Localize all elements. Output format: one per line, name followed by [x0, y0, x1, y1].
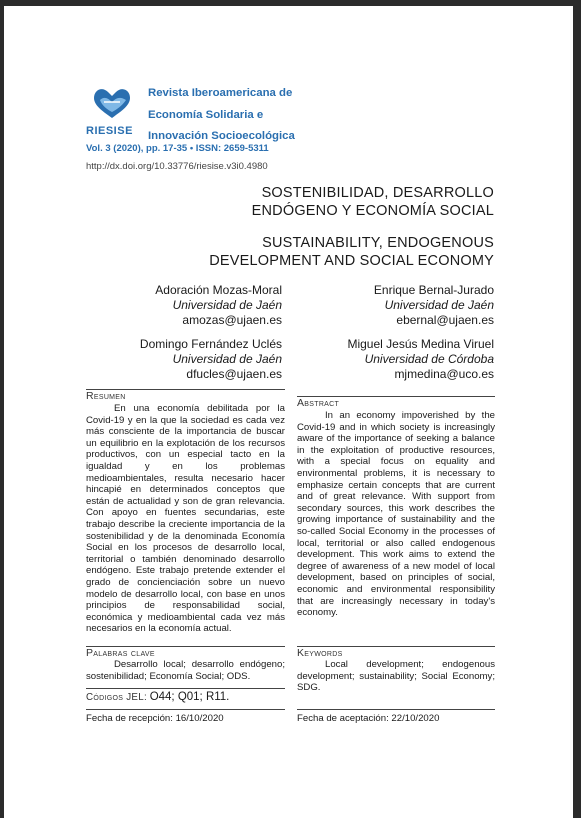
journal-name-line: Economía Solidaria e	[148, 108, 264, 121]
fecha-aceptacion: Fecha de aceptación: 22/10/2020	[297, 713, 440, 724]
abstract-heading: Abstract	[297, 397, 340, 409]
author-block	[347, 337, 494, 382]
author-affiliation: Universidad de Córdoba	[364, 352, 494, 366]
title-english-line: SUSTAINABILITY, ENDOGENOUS	[262, 235, 494, 251]
title-english-line: DEVELOPMENT AND SOCIAL ECONOMY	[209, 252, 494, 269]
author-block	[374, 283, 494, 328]
journal-logo-icon	[86, 84, 138, 120]
doi-link[interactable]: http://dx.doi.org/10.33776/riesise.v3i0.4980	[86, 161, 268, 172]
jel-label: Códigos JEL:	[86, 692, 148, 703]
author-affiliation: Universidad de Jaén	[172, 352, 282, 366]
journal-name-line: Revista Iberoamericana de	[148, 87, 293, 99]
page-frame-left	[0, 0, 4, 818]
resumen-heading: Resumen	[86, 390, 126, 402]
palabras-clave-text: Desarrollo local; desarrollo endógeno; sostenibilidad; Economía Social; ODS.	[86, 659, 285, 682]
title-spanish-line: ENDÓGENO Y ECONOMÍA SOCIAL	[251, 202, 494, 219]
author-name: Adoración Mozas-Moral	[155, 283, 282, 297]
recepcion-rule	[86, 709, 285, 710]
jel-rule	[86, 688, 285, 689]
volume-info: Vol. 3 (2020), pp. 17-35 • ISSN: 2659-5311	[86, 143, 269, 154]
journal-name	[148, 83, 295, 148]
author-affiliation: Universidad de Jaén	[384, 298, 494, 312]
resumen-text: En una economía debilitada por la Covid-19 y en la que la sociedad es cada vez más consciente de la importancia de buscar un equilibrio en la explotación de los recursos productivos, con un especial tacto en la igualdad y en los problemas medioambientales, resulta necesario hacer hincapié en determinados conceptos que están de actualidad y son de gran relevancia. Con apoyo en fuentes secundarias, este trabajo describe la creciente importancia de la sostenibilidad y de la denominada Economía Social en los procesos de desarrollo local, territorial o también denominado desarrollo endógeno. Este trabajo pretende extender el grado de concienciación sobre un nuevo modelo de desarrollo local, con base en unos principios de responsabilidad social, económica y medioambiental cada vez más necesarios en la economía actual.	[86, 403, 285, 635]
keywords-text: Local development; endogenous development; sustainability; Social Economy; SDG.	[297, 659, 495, 694]
page-frame-top	[0, 0, 581, 6]
page-frame-right	[573, 0, 581, 818]
aceptacion-rule	[297, 709, 495, 710]
keywords-heading: Keywords	[297, 647, 343, 659]
jel-codes	[86, 692, 229, 704]
author-name: Domingo Fernández Uclés	[139, 337, 282, 351]
author-name: Miguel Jesús Medina Viruel	[347, 337, 494, 351]
author-email[interactable]: dfucles@ujaen.es	[186, 367, 282, 381]
jel-values: O44; Q01; R11.	[149, 691, 230, 703]
author-block	[140, 337, 282, 382]
fecha-recepcion: Fecha de recepción: 16/10/2020	[86, 713, 224, 724]
title-english	[209, 235, 494, 270]
author-email[interactable]: amozas@ujaen.es	[182, 313, 282, 327]
journal-logo-text: RIESISE	[86, 125, 133, 137]
author-block	[155, 283, 282, 328]
author-email[interactable]: ebernal@ujaen.es	[396, 313, 494, 327]
journal-name-line: Innovación Socioecológica	[148, 130, 295, 142]
palabras-clave-heading: Palabras clave	[86, 647, 155, 659]
author-email[interactable]: mjmedina@uco.es	[394, 367, 494, 381]
title-spanish	[252, 185, 494, 220]
title-spanish-line: SOSTENIBILIDAD, DESARROLLO	[261, 185, 494, 201]
abstract-text: In an economy impoverished by the Covid-19 and in which society is increasingly aware of the importance of seeking a balance in the exploitation of productive resources, with a special focus on equality and environmental problems, it is necessary to emphasize certain concepts that are current and of great relevance. With support from secondary sources, this work describes the growing importance of sustainability and the so-called Social Economy in the processes of local, territorial or also called endogenous development. This work aims to extend the degree of awareness of a new model of local development, based on principles of social, economic and environmental responsibility that are increasingly necessary in today's economy.	[297, 410, 495, 619]
author-affiliation: Universidad de Jaén	[172, 298, 282, 312]
author-name: Enrique Bernal-Jurado	[373, 283, 494, 297]
